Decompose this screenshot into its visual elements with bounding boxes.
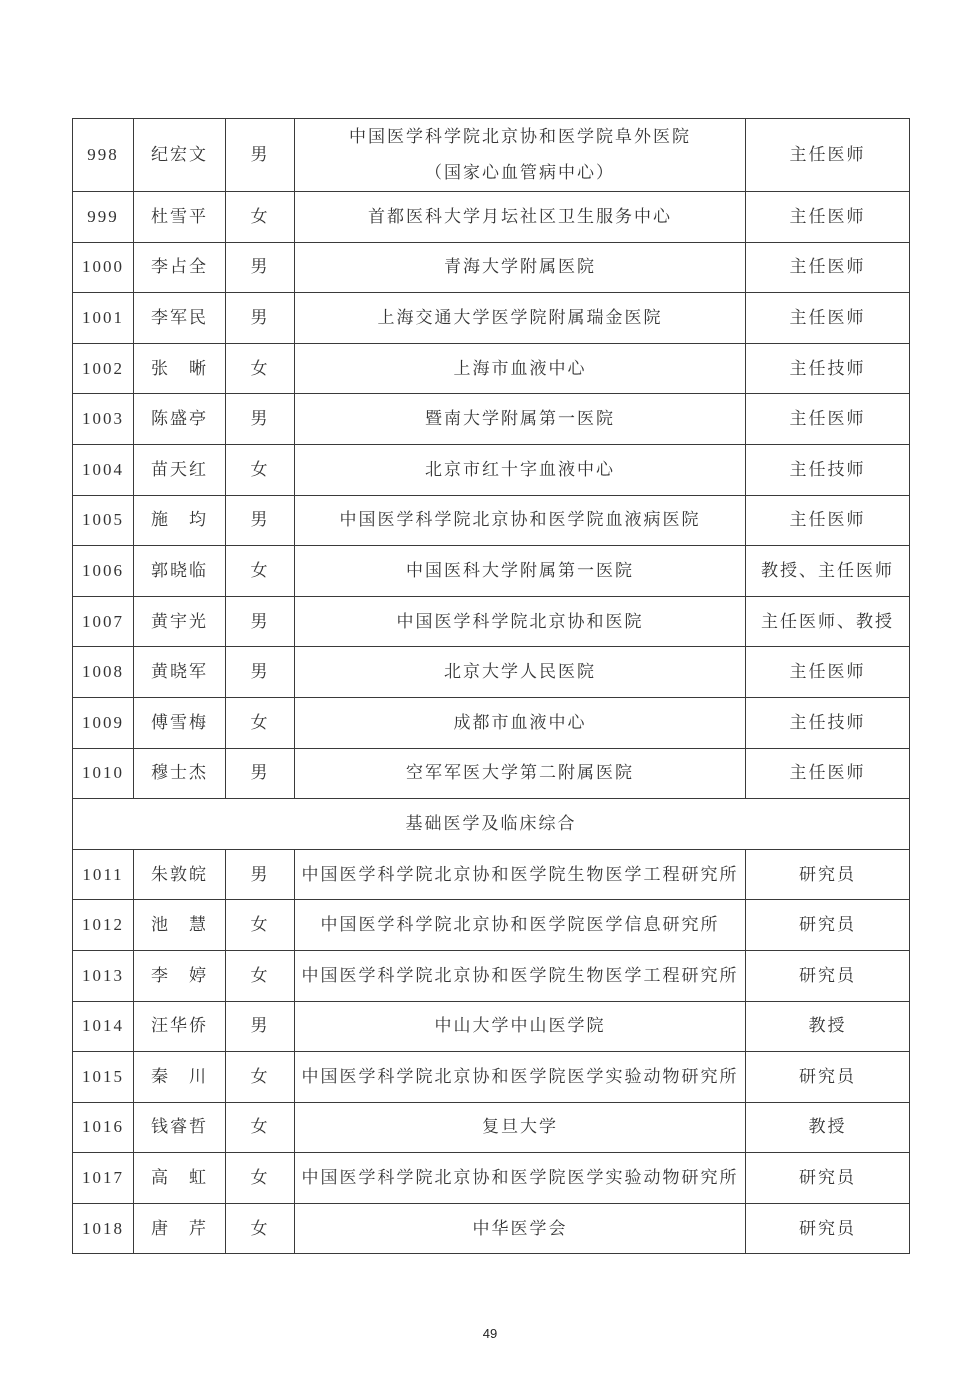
cell-title: 主任医师 <box>746 119 910 192</box>
cell-number: 1012 <box>73 900 134 951</box>
table-row <box>73 1203 910 1254</box>
cell-number: 1011 <box>73 849 134 900</box>
cell-name: 唐 芹 <box>134 1203 226 1254</box>
cell-title: 主任医师、教授 <box>746 596 910 647</box>
cell-title: 主任医师 <box>746 748 910 799</box>
cell-title: 研究员 <box>746 849 910 900</box>
cell-sex: 男 <box>226 293 295 344</box>
table-row <box>73 900 910 951</box>
section-title: 基础医学及临床综合 <box>73 799 910 850</box>
cell-organization: 空军军医大学第二附属医院 <box>295 748 746 799</box>
cell-sex: 男 <box>226 495 295 546</box>
table-row <box>73 1102 910 1153</box>
cell-number: 1006 <box>73 546 134 597</box>
cell-organization <box>295 119 746 192</box>
table-row <box>73 647 910 698</box>
cell-number: 1010 <box>73 748 134 799</box>
cell-sex: 女 <box>226 697 295 748</box>
cell-title: 研究员 <box>746 1052 910 1103</box>
cell-name: 傅雪梅 <box>134 697 226 748</box>
cell-organization: 中国医学科学院北京协和医院 <box>295 596 746 647</box>
cell-name: 李 婷 <box>134 950 226 1001</box>
cell-name: 纪宏文 <box>134 119 226 192</box>
cell-name: 朱敦皖 <box>134 849 226 900</box>
cell-sex: 女 <box>226 192 295 243</box>
roster-table <box>72 118 910 1254</box>
cell-sex: 女 <box>226 1052 295 1103</box>
cell-organization: 北京市红十字血液中心 <box>295 444 746 495</box>
cell-title: 主任医师 <box>746 394 910 445</box>
cell-sex: 女 <box>226 1203 295 1254</box>
cell-sex: 男 <box>226 242 295 293</box>
cell-title: 主任技师 <box>746 444 910 495</box>
cell-title: 研究员 <box>746 900 910 951</box>
cell-title: 教授 <box>746 1001 910 1052</box>
cell-sex: 女 <box>226 950 295 1001</box>
cell-number: 1018 <box>73 1203 134 1254</box>
cell-title: 研究员 <box>746 950 910 1001</box>
cell-number: 999 <box>73 192 134 243</box>
cell-title: 教授 <box>746 1102 910 1153</box>
cell-name: 池 慧 <box>134 900 226 951</box>
table-row <box>73 242 910 293</box>
table-row <box>73 119 910 192</box>
cell-title: 研究员 <box>746 1153 910 1204</box>
cell-number: 1002 <box>73 343 134 394</box>
organization-line-2: （国家心血管病中心） <box>425 163 615 183</box>
cell-number: 1001 <box>73 293 134 344</box>
cell-organization: 中国医学科学院北京协和医学院生物医学工程研究所 <box>295 849 746 900</box>
page-number: 49 <box>482 1326 498 1341</box>
cell-name: 李占全 <box>134 242 226 293</box>
cell-sex: 男 <box>226 849 295 900</box>
cell-organization: 成都市血液中心 <box>295 697 746 748</box>
cell-sex: 男 <box>226 1001 295 1052</box>
cell-number: 1008 <box>73 647 134 698</box>
table-row <box>73 1052 910 1103</box>
cell-number: 1007 <box>73 596 134 647</box>
cell-title: 主任技师 <box>746 697 910 748</box>
table-row <box>73 748 910 799</box>
cell-title: 主任医师 <box>746 293 910 344</box>
cell-organization: 中国医科大学附属第一医院 <box>295 546 746 597</box>
cell-name: 黄宇光 <box>134 596 226 647</box>
cell-sex: 男 <box>226 647 295 698</box>
cell-number: 998 <box>73 119 134 192</box>
cell-organization: 复旦大学 <box>295 1102 746 1153</box>
cell-name: 高 虹 <box>134 1153 226 1204</box>
cell-name: 穆士杰 <box>134 748 226 799</box>
cell-title: 主任医师 <box>746 647 910 698</box>
cell-number: 1005 <box>73 495 134 546</box>
table-row <box>73 293 910 344</box>
cell-sex: 女 <box>226 546 295 597</box>
cell-organization: 上海市血液中心 <box>295 343 746 394</box>
cell-name: 黄晓军 <box>134 647 226 698</box>
cell-organization: 中国医学科学院北京协和医学院生物医学工程研究所 <box>295 950 746 1001</box>
cell-number: 1014 <box>73 1001 134 1052</box>
cell-name: 秦 川 <box>134 1052 226 1103</box>
cell-name: 陈盛亭 <box>134 394 226 445</box>
cell-number: 1000 <box>73 242 134 293</box>
cell-title: 教授、主任医师 <box>746 546 910 597</box>
cell-organization: 青海大学附属医院 <box>295 242 746 293</box>
cell-name: 杜雪平 <box>134 192 226 243</box>
cell-name: 张 晰 <box>134 343 226 394</box>
table-row <box>73 1001 910 1052</box>
cell-title: 研究员 <box>746 1203 910 1254</box>
cell-name: 钱睿哲 <box>134 1102 226 1153</box>
organization-line-1: 中国医学科学院北京协和医学院阜外医院 <box>349 127 691 147</box>
table-row <box>73 192 910 243</box>
cell-title: 主任医师 <box>746 495 910 546</box>
cell-number: 1016 <box>73 1102 134 1153</box>
table-row <box>73 495 910 546</box>
table-row <box>73 546 910 597</box>
cell-sex: 男 <box>226 119 295 192</box>
cell-title: 主任医师 <box>746 192 910 243</box>
section-header-row <box>73 799 910 850</box>
cell-sex: 女 <box>226 1153 295 1204</box>
cell-sex: 男 <box>226 394 295 445</box>
table-row <box>73 1153 910 1204</box>
cell-organization: 中国医学科学院北京协和医学院医学信息研究所 <box>295 900 746 951</box>
cell-number: 1003 <box>73 394 134 445</box>
cell-sex: 女 <box>226 343 295 394</box>
cell-name: 汪华侨 <box>134 1001 226 1052</box>
cell-number: 1015 <box>73 1052 134 1103</box>
cell-number: 1009 <box>73 697 134 748</box>
cell-organization: 中山大学中山医学院 <box>295 1001 746 1052</box>
cell-organization: 中国医学科学院北京协和医学院医学实验动物研究所 <box>295 1153 746 1204</box>
table-row <box>73 596 910 647</box>
cell-organization: 暨南大学附属第一医院 <box>295 394 746 445</box>
cell-sex: 女 <box>226 900 295 951</box>
cell-sex: 男 <box>226 596 295 647</box>
cell-organization: 上海交通大学医学院附属瑞金医院 <box>295 293 746 344</box>
table-row <box>73 394 910 445</box>
cell-sex: 女 <box>226 1102 295 1153</box>
cell-sex: 男 <box>226 748 295 799</box>
table-row <box>73 343 910 394</box>
table-row <box>73 849 910 900</box>
cell-name: 郭晓临 <box>134 546 226 597</box>
cell-title: 主任技师 <box>746 343 910 394</box>
cell-organization: 中华医学会 <box>295 1203 746 1254</box>
table-row <box>73 444 910 495</box>
cell-number: 1004 <box>73 444 134 495</box>
cell-title: 主任医师 <box>746 242 910 293</box>
cell-number: 1017 <box>73 1153 134 1204</box>
cell-organization: 北京大学人民医院 <box>295 647 746 698</box>
table-row <box>73 950 910 1001</box>
cell-organization: 中国医学科学院北京协和医学院血液病医院 <box>295 495 746 546</box>
cell-name: 施 均 <box>134 495 226 546</box>
cell-sex: 女 <box>226 444 295 495</box>
table-row <box>73 697 910 748</box>
cell-number: 1013 <box>73 950 134 1001</box>
cell-organization: 首都医科大学月坛社区卫生服务中心 <box>295 192 746 243</box>
cell-name: 李军民 <box>134 293 226 344</box>
cell-organization: 中国医学科学院北京协和医学院医学实验动物研究所 <box>295 1052 746 1103</box>
cell-name: 苗天红 <box>134 444 226 495</box>
